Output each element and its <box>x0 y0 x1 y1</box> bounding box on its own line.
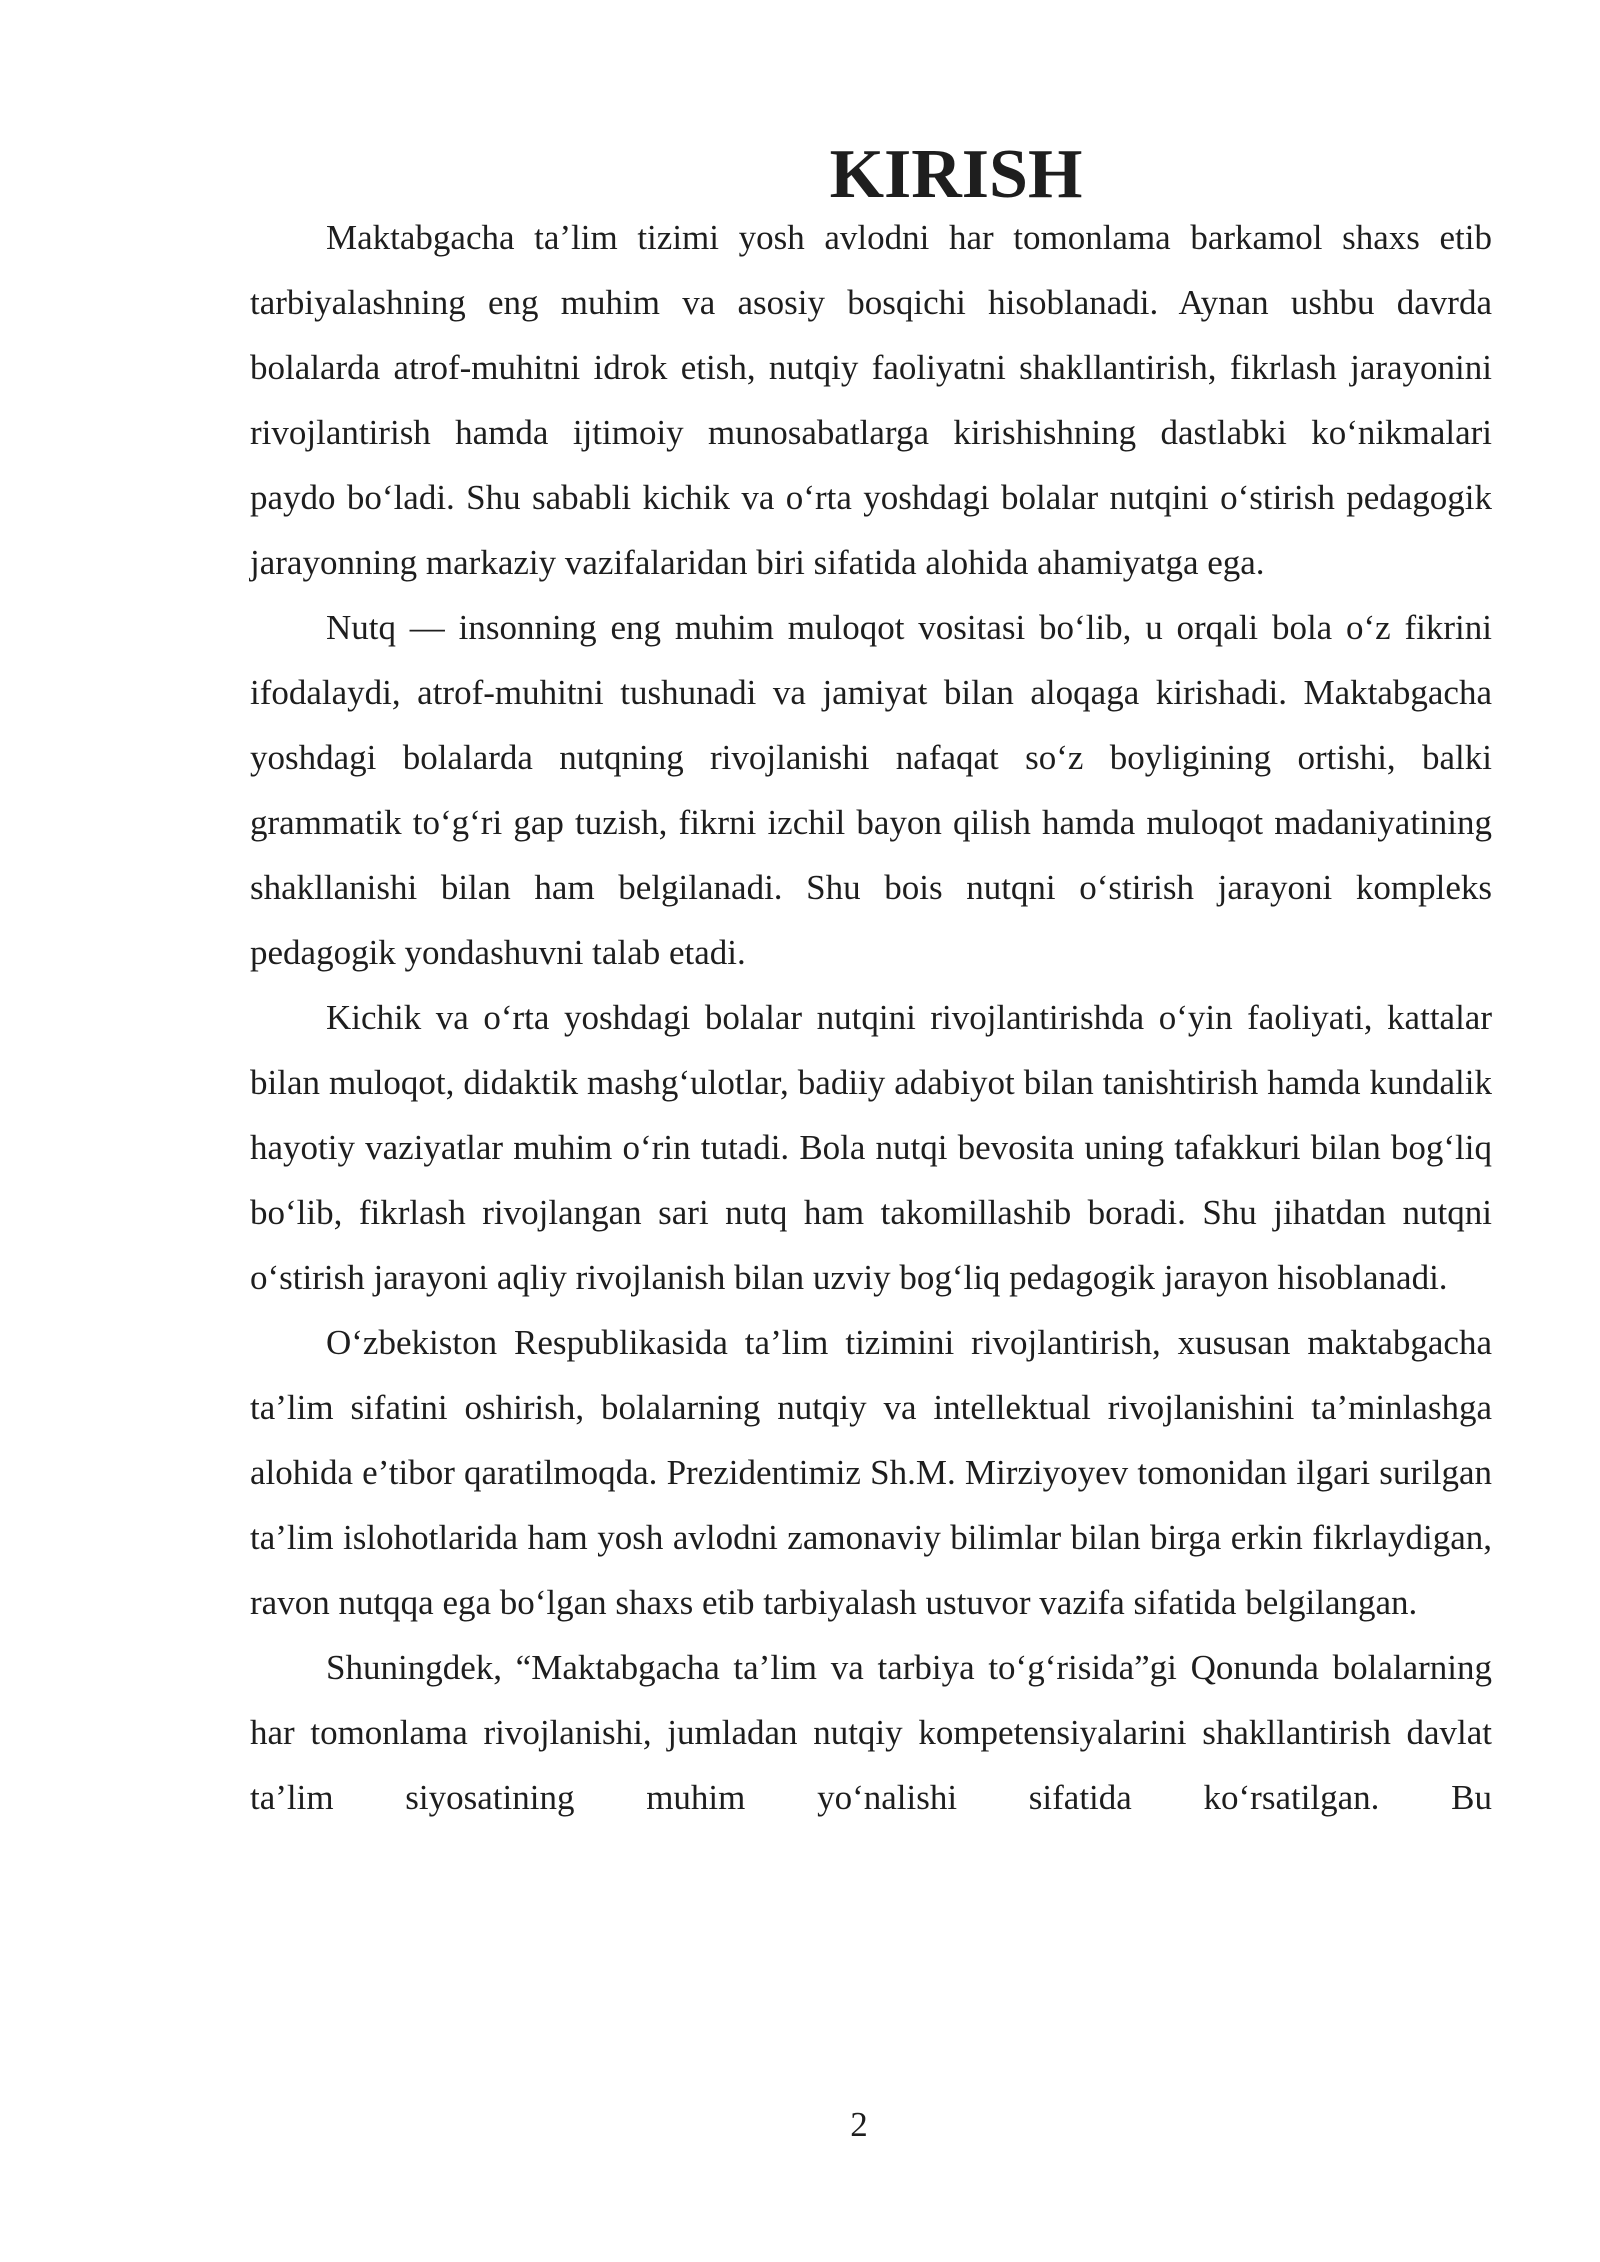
page-number: 2 <box>850 2105 868 2144</box>
paragraph-4: O‘zbekiston Respublikasida ta’lim tizimini rivojlantirish, xususan maktabgacha ta’lim sifatini oshirish, bolalarning nutqiy va intellektual rivojlanishini ta’minlashga alohida e’tibor qaratilmoqda. Prezidentimiz Sh.M. Mirziyoyev tomonidan ilgari surilgan ta’lim islohotlarida ham yosh avlodni zamonaviy bilimlar bilan birga erkin fikrlaydigan, ravon nutqqa ega bo‘lgan shaxs etib tarbiyalash ustuvor vazifa sifatida belgilangan. <box>250 1323 1492 1622</box>
paragraph-2: Nutq — insonning eng muhim muloqot vositasi bo‘lib, u orqali bola o‘z fikrini ifodalaydi, atrof-muhitni tushunadi va jamiyat bilan aloqaga kirishadi. Maktabgacha yoshdagi bolalarda nutqning rivojlanishi nafaqat so‘z boyligining ortishi, balki grammatik to‘g‘ri gap tuzish, fikrni izchil bayon qilish hamda muloqot madaniyatining shakllanishi bilan ham belgilanadi. Shu bois nutqni o‘stirish jarayoni kompleks pedagogik yondashuvni talab etadi. <box>250 608 1492 972</box>
section-title: KIRISH <box>829 136 1083 213</box>
page-body <box>250 136 1492 1830</box>
paragraph-3: Kichik va o‘rta yoshdagi bolalar nutqini rivojlantirishda o‘yin faoliyati, kattalar bilan muloqot, didaktik mashg‘ulotlar, badiiy adabiyot bilan tanishtirish hamda kundalik hayotiy vaziyatlar muhim o‘rin tutadi. Bola nutqi bevosita uning tafakkuri bilan bog‘liq bo‘lib, fikrlash rivojlangan sari nutq ham takomillashib boradi. Shu jihatdan nutqni o‘stirish jarayoni aqliy rivojlanish bilan uzviy bog‘liq pedagogik jarayon hisoblanadi. <box>250 998 1492 1297</box>
paragraph-5: Shuningdek, “Maktabgacha ta’lim va tarbiya to‘g‘risida”gi Qonunda bolalarning har tomonlama rivojlanishi, jumladan nutqiy kompetensiyalarini shakllantirish davlat ta’lim siyosatining muhim yo‘nalishi sifatida ko‘rsatilgan. Bu <box>250 1648 1492 1817</box>
paragraph-1: Maktabgacha ta’lim tizimi yosh avlodni har tomonlama barkamol shaxs etib tarbiyalashning eng muhim va asosiy bosqichi hisoblanadi. Aynan ushbu davrda bolalarda atrof-muhitni idrok etish, nutqiy faoliyatni shakllantirish, fikrlash jarayonini rivojlantirish hamda ijtimoiy munosabatlarga kirishishning dastlabki ko‘nikmalari paydo bo‘ladi. Shu sababli kichik va o‘rta yoshdagi bolalar nutqini o‘stirish pedagogik jarayonning markaziy vazifalaridan biri sifatida alohida ahamiyatga ega. <box>250 218 1492 582</box>
